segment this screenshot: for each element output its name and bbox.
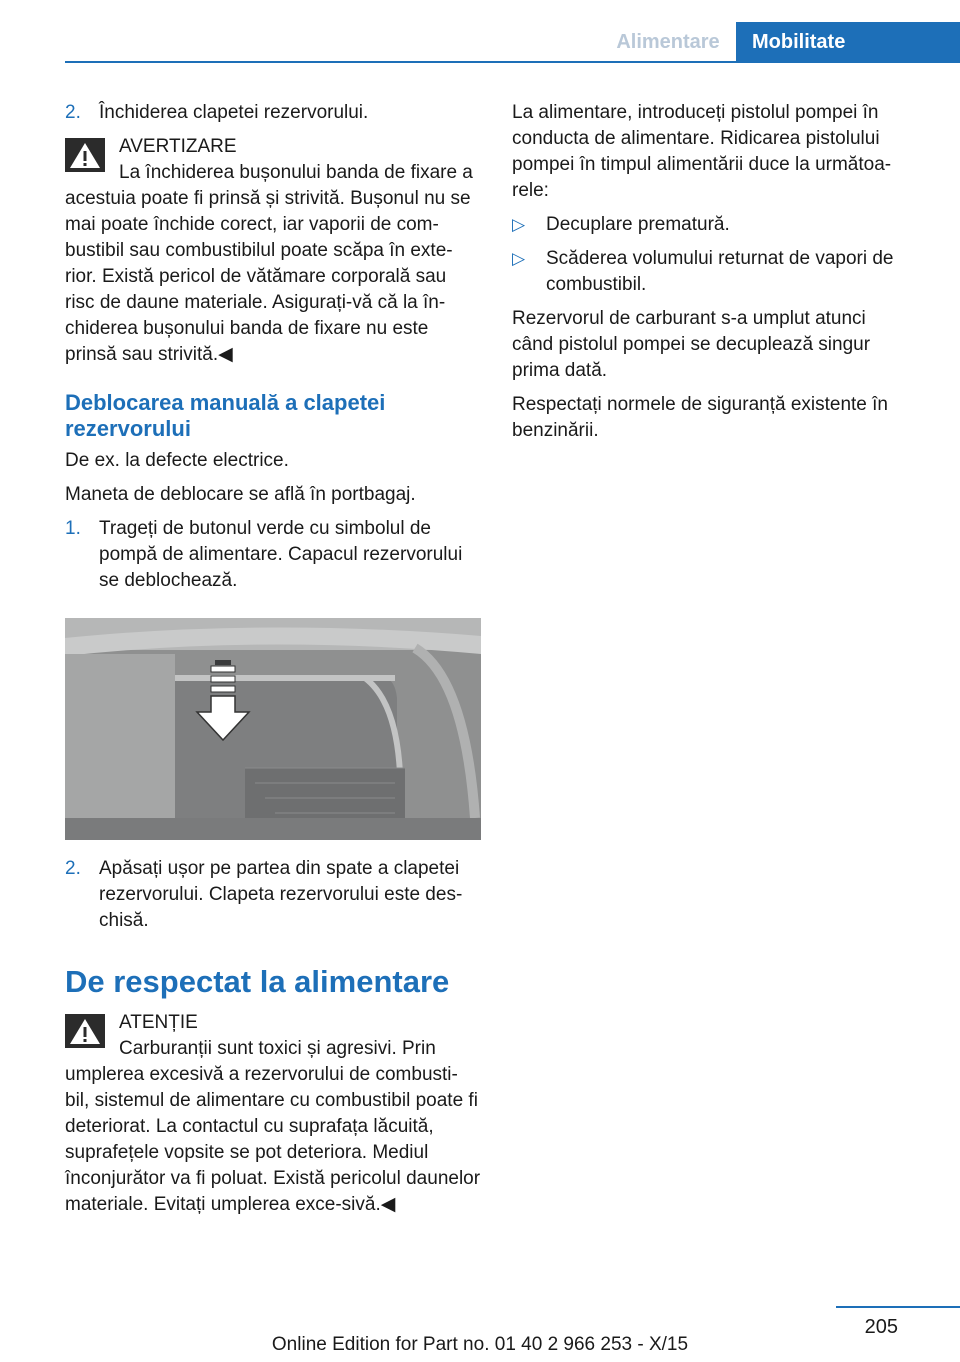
triangle-bullet-icon: ▷: [512, 249, 526, 268]
right-column: [512, 100, 912, 452]
step-number: 2.: [65, 102, 81, 123]
paragraph: Maneta de deblocare se află în portbagaj.: [65, 484, 416, 505]
caution-box: [65, 1010, 481, 1218]
list-item-text: Decuplare prematură.: [546, 214, 730, 235]
page-number: 205: [864, 1316, 898, 1338]
tab-mobilitate[interactable]: Mobilitate: [736, 22, 960, 62]
step-close-flap: [65, 100, 481, 126]
trunk-illustration: [65, 618, 481, 840]
trunk-photo: [65, 618, 481, 840]
footer-edition: Online Edition for Part no. 01 40 2 966 253 - X/15: [271, 1334, 689, 1355]
step-pull-button: [65, 516, 481, 594]
left-column: [65, 100, 481, 1226]
step-text: Trageți de butonul verde cu simbolul de pompă de alimentare. Capacul rezervorului se deblochează.: [99, 518, 463, 591]
list-item: [512, 212, 912, 238]
section-heading: De respectat la alimentare: [65, 964, 450, 999]
paragraph: Respectați normele de siguranță existente în benzinării.: [512, 394, 888, 441]
step-text: Apăsați ușor pe partea din spate a clapetei rezervorului. Clapeta rezervorului este des‐chisă.: [99, 858, 463, 931]
paragraph: De ex. la defecte electrice.: [65, 450, 289, 471]
header-rule: [65, 61, 960, 63]
step-number: 2.: [65, 858, 81, 879]
triangle-bullet-icon: ▷: [512, 215, 526, 234]
warning-icon: [65, 138, 105, 172]
warning-icon: [65, 1014, 105, 1048]
page-number-rule: [836, 1306, 960, 1308]
caution-body: Carburanții sunt toxici și agresivi. Prin umplerea excesivă a rezervorului de combusti‐bil, sistemul de alimentare cu combustibil poate fi deteriorat. La contactul cu suprafața lăcuită, suprafețele vopsite se pot deteriora. Mediul înconjurător va fi poluat. Există pericolul daunelor materiale. Evitați umplerea exce‐sivă.◀: [65, 1038, 481, 1215]
list-item-text: Scăderea volumului returnat de vapori de combustibil.: [546, 248, 894, 295]
caution-title: ATENȚIE: [119, 1012, 198, 1033]
step-text: Închiderea clapetei rezervorului.: [99, 102, 369, 123]
warning-title: AVERTIZARE: [119, 136, 237, 157]
paragraph: Rezervorul de carburant s-a umplut atunci când pistolul pompei se decuplează singur prima dată.: [512, 308, 871, 381]
warning-body: La închiderea bușonului banda de fixare a acestuia poate fi prinsă și strivită. Bușonul nu se mai poate închide corect, iar vaporii de com‐bustibil sau combustibilul poate scăpa în exte‐rior. Există pericol de vătămare corporală sau risc de daune materiale. Asigurați-vă că la în‐chiderea bușonului banda de fixare nu este prinsă sau strivită.◀: [65, 162, 473, 365]
list-item: [512, 246, 912, 298]
paragraph: La alimentare, introduceți pistolul pompei în conducta de alimentare. Ridicarea pistolului pompei în timpul alimentării duce la următoa‐rele:: [512, 102, 892, 201]
subheading: Deblocarea manuală a clapetei rezervorului: [65, 390, 386, 441]
warning-box: [65, 134, 481, 368]
tab-alimentare[interactable]: Alimentare: [616, 31, 720, 53]
step-number: 1.: [65, 518, 81, 539]
step-press-flap: [65, 856, 481, 934]
